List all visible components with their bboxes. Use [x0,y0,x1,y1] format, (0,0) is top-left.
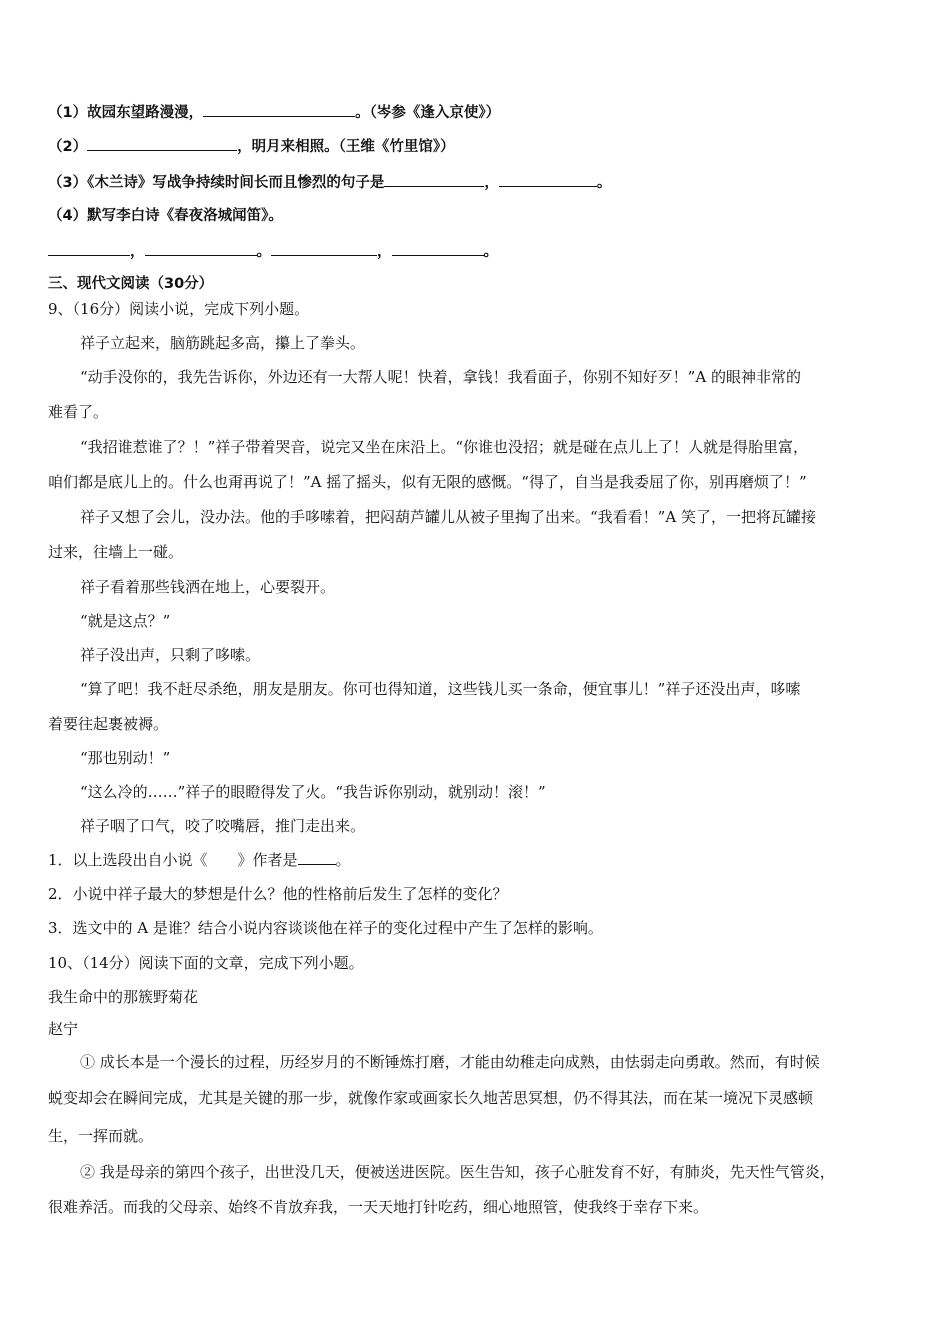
fill-question-3 [48,172,908,193]
paragraph: ② 我是母亲的第四个孩子，出世没几天，便被送进医院。医生告知，孩子心脏发育不好，有肺炎，先天性气管炎， [80,1163,835,1181]
paragraph: “那也别动！” [80,749,171,767]
separator: ， [484,175,499,191]
question-number: （4） [48,208,88,224]
paragraph: “就是这点？” [80,612,171,630]
article-author: 赵宁 [48,1020,79,1038]
paragraph-continued: 过来，往墙上一碰。 [48,543,184,561]
answer-blank[interactable] [298,850,336,865]
question-9-2: 2．小说中祥子最大的梦想是什么？他的性格前后发生了怎样的变化？ [48,885,508,903]
question-number: （3） [48,175,88,191]
paragraph: “我招谁惹谁了？！”祥子带着哭音，说完又坐在床沿上。“你谁也没招；就是碰在点儿上了！人就是得胎里富， [80,438,809,456]
answer-blank[interactable] [203,102,355,117]
article-title: 我生命中的那簇野菊花 [48,988,199,1006]
question-9-intro: 9、（16分）阅读小说，完成下列小题。 [48,300,310,318]
paragraph-continued: 很难养活。而我的父母亲、始终不肯放弃我，一天天地打针吃药，细心地照管，使我终于幸存下来。 [48,1198,709,1216]
answer-blank[interactable] [271,241,377,256]
fill-question-4 [48,206,908,226]
fill-question-1 [48,102,908,123]
answer-blank[interactable] [145,241,257,256]
separator: ， [377,244,392,260]
paragraph: 祥子又想了会儿，没办法。他的手哆嗦着，把闷葫芦罐儿从被子里掏了出来。“我看看！”A 笑了，一把将瓦罐接 [80,508,816,526]
question-text: ，明月来相照。（王维《竹里馆》） [237,139,455,155]
question-text: 1．以上选段出自小说《 》作者是 [48,851,298,869]
paragraph-continued: 难看了。 [48,403,109,421]
answer-blank[interactable] [392,241,484,256]
paragraph-continued: 生，一挥而就。 [48,1127,154,1145]
paragraph: ① 成长本是一个漫长的过程，历经岁月的不断锤炼打磨，才能由幼稚走向成熟，由怯弱走向勇敢。然而，有时候 [80,1053,820,1071]
period: 。 [335,851,351,869]
separator: 。 [256,244,271,260]
paragraph: “算了吧！我不赶尽杀绝，朋友是朋友。你可也得知道，这些钱儿买一条命，便宜事儿！”祥子还没出声，哆嗦 [80,680,801,698]
paragraph: “这么冷的……”祥子的眼瞪得发了火。“我告诉你别动，就别动！滚！” [80,783,546,801]
question-text: 故园东望路漫漫， [87,105,204,121]
answer-blank[interactable] [48,241,130,256]
fill-question-2 [48,136,908,157]
question-text: 默写李白诗《春夜洛城闻笛》。 [87,208,283,224]
answer-blank[interactable] [384,172,484,187]
question-9-3: 3．选文中的 A 是谁？结合小说内容谈谈他在祥子的变化过程中产生了怎样的影响。 [48,919,603,937]
paragraph-continued: 着要往起裹被褥。 [48,715,169,733]
paragraph: “动手没你的，我先告诉你，外边还有一大帮人呢！快着，拿钱！我看面子，你别不知好歹！”A 的眼神非常的 [80,368,801,386]
paragraph-continued: 咱们都是底儿上的。什么也甭再说了！”A 摇了摇头，似有无限的感慨。“得了，自当是我委屈了你，别再磨烦了！” [48,473,807,491]
answer-blank[interactable] [87,136,237,151]
period: 。 [596,175,612,191]
question-10-intro: 10、（14分）阅读下面的文章，完成下列小题。 [48,954,364,972]
question-number: （1） [48,105,88,121]
question-number: （2） [48,139,88,155]
paragraph: 祥子立起来，脑筋跳起多高，攥上了拳头。 [80,334,366,352]
paragraph: 祥子咽了口气，咬了咬嘴唇，推门走出来。 [80,817,366,835]
paragraph-continued: 蜕变却会在瞬间完成，尤其是关键的那一步，就像作家或画家长久地苦思冥想，仍不得其法，而在某一境况下灵感顿 [48,1089,814,1107]
question-source: 。（岑参《逢入京使》） [355,105,501,121]
paragraph: 祥子看着那些钱洒在地上，心要裂开。 [80,578,336,596]
question-text: 《木兰诗》写战争持续时间长而且惨烈的句子是 [87,175,385,191]
separator: ， [130,244,145,260]
paragraph: 祥子没出声，只剩了哆嗦。 [80,646,261,664]
section-title: 三、现代文阅读（30分） [48,276,214,292]
period: 。 [483,244,498,260]
question-9-1 [48,850,908,870]
answer-blank[interactable] [499,172,597,187]
fill-question-4-answer-line [48,241,908,262]
